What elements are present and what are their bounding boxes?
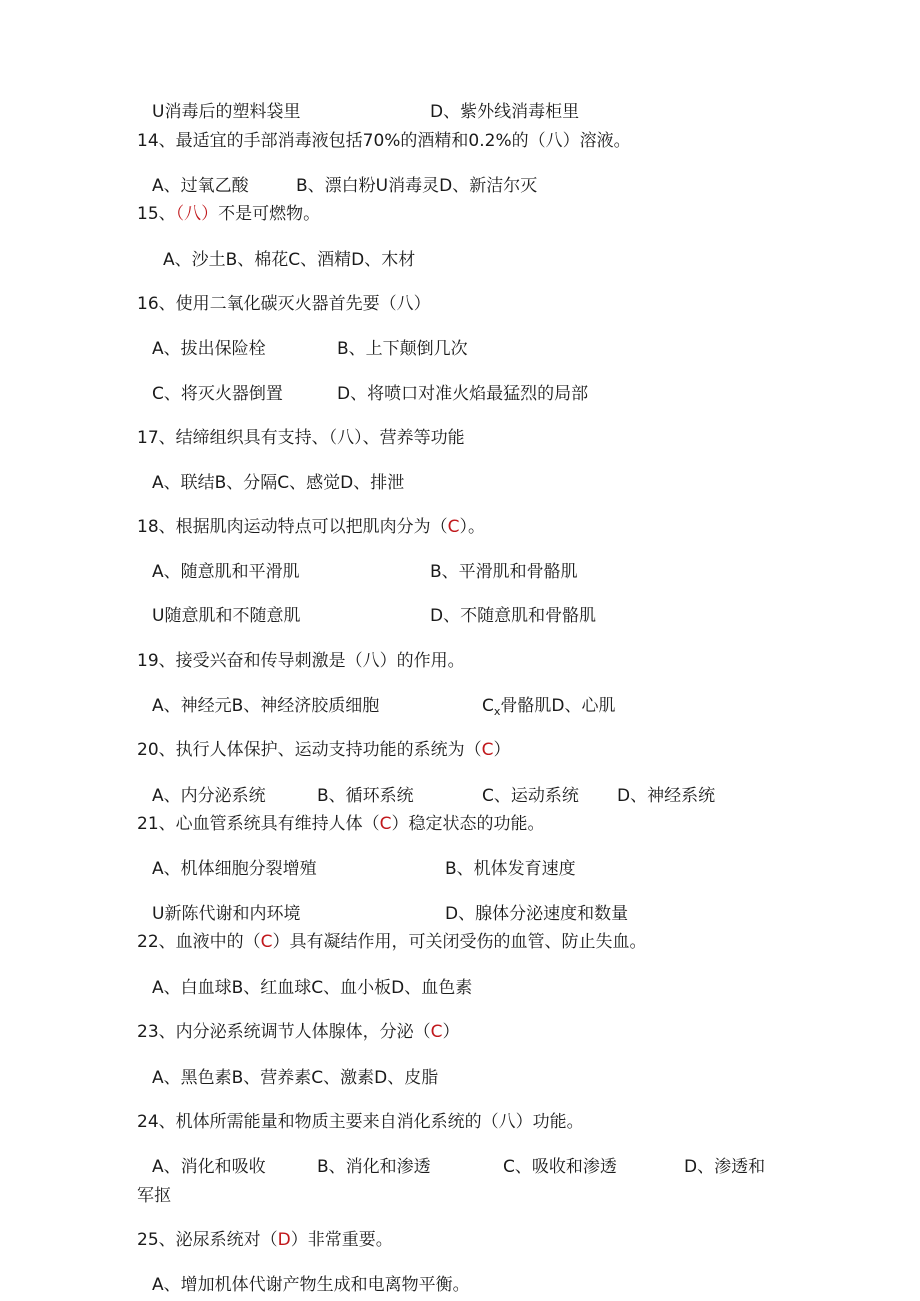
option-a: A、拔出保险栓 — [152, 339, 266, 359]
answer-mark: （八） — [175, 204, 219, 224]
option-c: U新陈代谢和内环境 — [152, 904, 301, 924]
question-22 — [137, 932, 647, 952]
question-text-end: ）。 — [459, 517, 486, 537]
question-text: 23、内分泌系统调节人体腺体，分泌（ — [137, 1022, 431, 1042]
answer-mark: D — [277, 1230, 291, 1250]
option-b: B、上下颠倒几次 — [337, 339, 468, 359]
option-a: A、机体细胞分裂增殖 — [152, 859, 317, 879]
options-line: A、白血球B、红血球C、血小板D、血色素 — [152, 978, 473, 998]
question-23 — [137, 1022, 460, 1042]
options-text: 骨骼肌D、心肌 — [500, 696, 616, 716]
option-a: A、过氧乙酸 — [152, 176, 249, 196]
option-b: B、平滑肌和骨骼肌 — [430, 562, 578, 582]
option-d: D、不随意肌和骨骼肌 — [430, 606, 597, 626]
option-a: A、消化和吸收 — [152, 1157, 266, 1177]
options-cd — [482, 696, 615, 722]
option-c-line: U消毒后的塑料袋里 — [152, 102, 301, 122]
options-line: A、沙土B、棉花C、酒精D、木材 — [163, 250, 416, 270]
question-16: 16、使用二氧化碳灭火器首先要（八） — [137, 294, 431, 314]
option-d-line: D、紫外线消毒柜里 — [430, 102, 580, 122]
question-text: 22、血液中的（ — [137, 932, 261, 952]
question-text: 20、执行人体保护、运动支持功能的系统为（ — [137, 740, 482, 760]
option-c: C、将灭火器倒置 — [152, 384, 283, 404]
option-a: A、内分泌系统 — [152, 786, 266, 806]
question-21 — [137, 814, 545, 834]
question-17: 17、结缔组织具有支持、（八）、营养等功能 — [137, 428, 465, 448]
question-15 — [137, 204, 320, 224]
options-line: A、黑色素B、营养素C、激素D、皮脂 — [152, 1068, 439, 1088]
options-line: A、联结B、分隔C、感觉D、排泄 — [152, 473, 405, 493]
question-number: 15、 — [137, 204, 176, 224]
option-b: B、机体发育速度 — [445, 859, 576, 879]
answer-mark: C — [430, 1022, 443, 1042]
answer-mark: C — [260, 932, 273, 952]
question-text: 21、心血管系统具有维持人体（ — [137, 814, 380, 834]
question-text: 18、根据肌肉运动特点可以把肌肉分为（ — [137, 517, 448, 537]
question-14: 14、最适宜的手部消毒液包括70%的酒精和0.2%的（八）溶液。 — [137, 131, 631, 151]
question-19: 19、接受兴奋和传导刺激是（八）的作用。 — [137, 651, 465, 671]
option-d-continuation: 军抠 — [137, 1186, 171, 1206]
option-d: D、将喷口对准火焰最猛烈的局部 — [337, 384, 589, 404]
question-20 — [137, 740, 511, 760]
question-text-end: ）非常重要。 — [290, 1230, 393, 1250]
option-b: B、消化和渗透 — [317, 1157, 431, 1177]
option-c: C、运动系统 — [482, 786, 579, 806]
options-ab: A、神经元B、神经济胶质细胞 — [152, 696, 380, 716]
answer-mark: C — [379, 814, 392, 834]
option-a: A、增加机体代谢产物生成和电离物平衡。 — [152, 1275, 470, 1295]
question-text: 25、泌尿系统对（ — [137, 1230, 278, 1250]
option-c: U随意肌和不随意肌 — [152, 606, 301, 626]
options-bcd: B、漂白粉U消毒灵D、新洁尔灭 — [296, 176, 538, 196]
option-c: C、吸收和渗透 — [503, 1157, 617, 1177]
answer-mark: C — [481, 740, 494, 760]
answer-mark: C — [447, 517, 460, 537]
option-a: A、随意肌和平滑肌 — [152, 562, 300, 582]
question-25 — [137, 1230, 393, 1250]
question-text: 不是可燃物。 — [218, 204, 321, 224]
question-24: 24、机体所需能量和物质主要来自消化系统的（八）功能。 — [137, 1112, 584, 1132]
question-text-end: ） — [442, 1022, 460, 1042]
question-text-end: ）稳定状态的功能。 — [391, 814, 545, 834]
question-18 — [137, 517, 485, 537]
option-b: B、循环系统 — [317, 786, 414, 806]
option-d: D、渗透和 — [684, 1157, 766, 1177]
option-c-letter: C — [482, 696, 494, 716]
question-text-end: ）具有凝结作用，可关闭受伤的血管、防止失血。 — [272, 932, 647, 952]
option-d: D、腺体分泌速度和数量 — [445, 904, 629, 924]
option-d: D、神经系统 — [617, 786, 716, 806]
question-text-end: ） — [493, 740, 511, 760]
subscript-mark: x — [493, 705, 501, 718]
